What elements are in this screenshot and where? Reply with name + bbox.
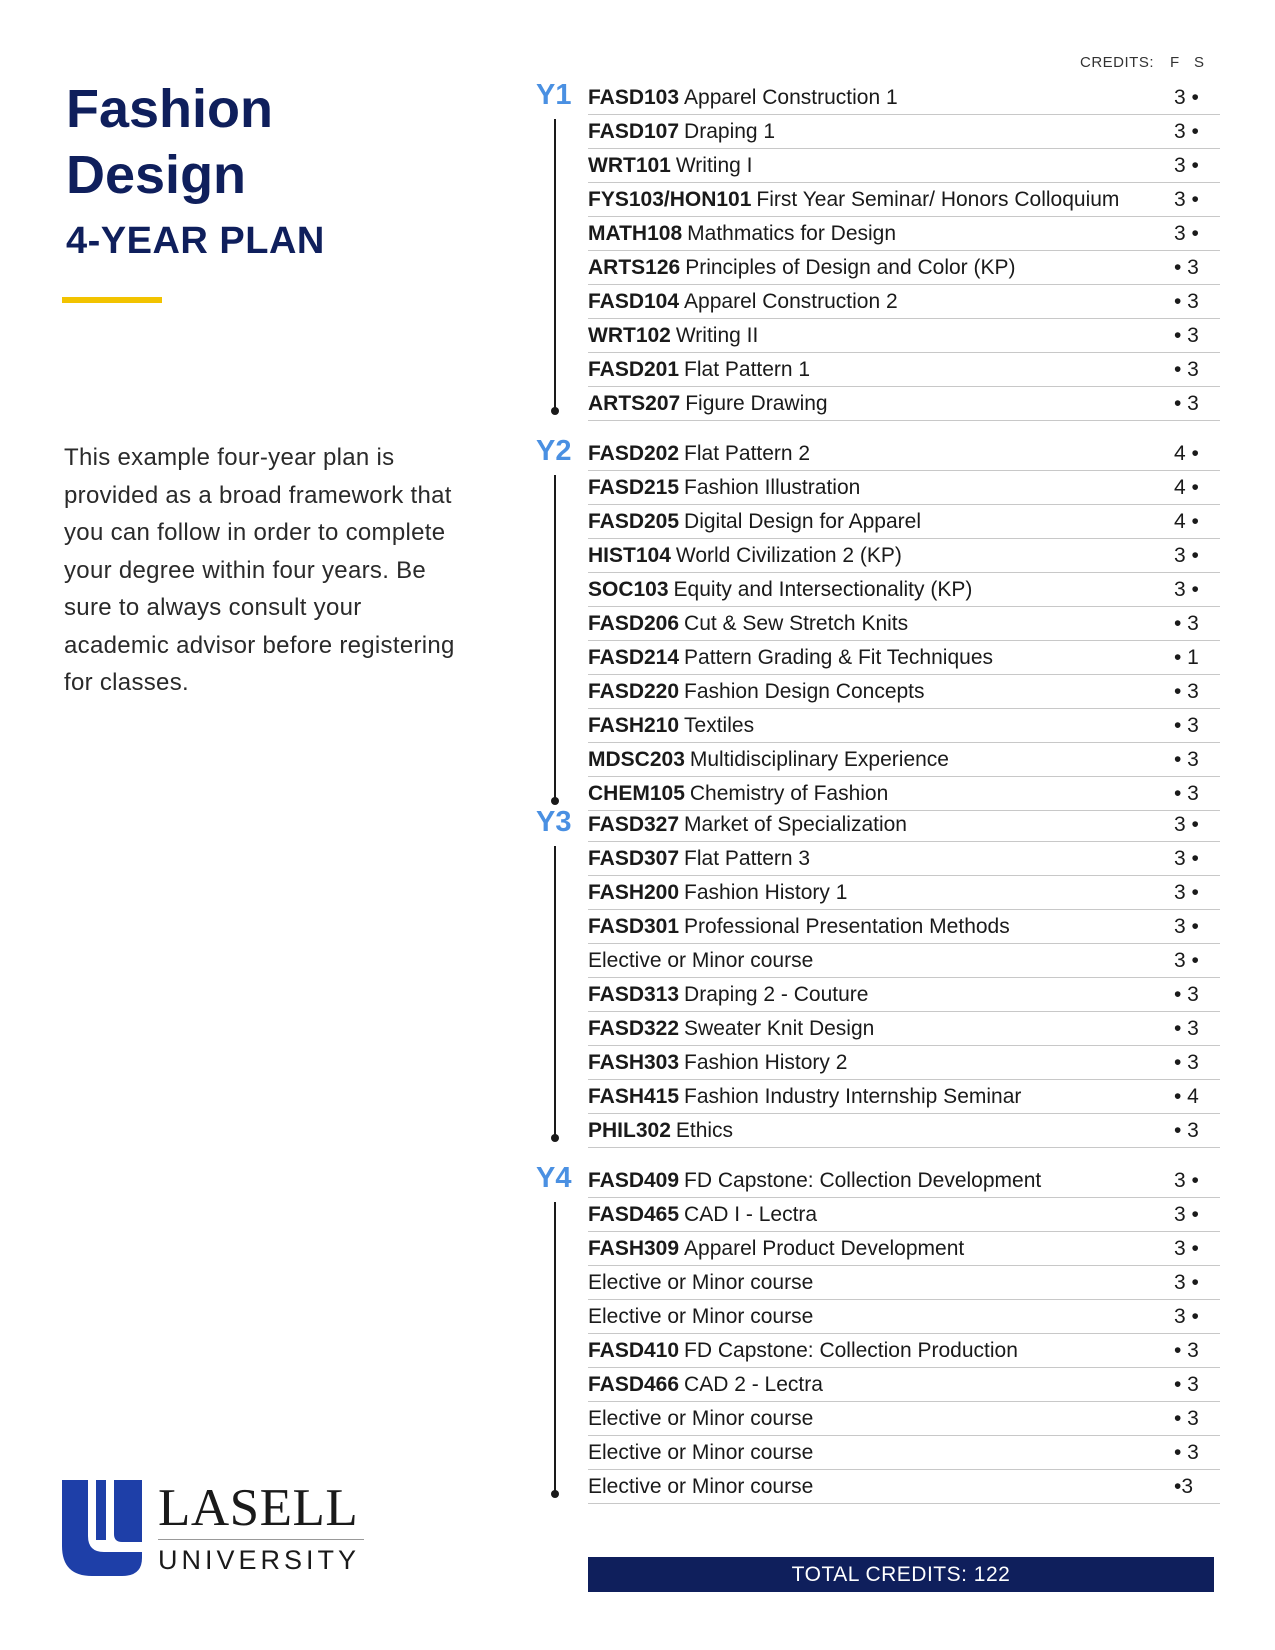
course-credits: • 3 (1174, 1373, 1199, 1396)
course-row (588, 1114, 1220, 1148)
course-name: Apparel Product Development (684, 1237, 965, 1260)
year-timeline (554, 475, 556, 801)
course-credits: • 3 (1174, 983, 1199, 1006)
course-name: FD Capstone: Collection Development (684, 1169, 1042, 1192)
course-code: MDSC203 (588, 748, 685, 771)
course-credits: 3 • (1174, 1305, 1199, 1328)
course-credits: 3 • (1174, 154, 1199, 177)
course-row (588, 1368, 1220, 1402)
course-code: FASD205 (588, 510, 680, 533)
course-code: MATH108 (588, 222, 683, 245)
course-name: Elective or Minor course (588, 1271, 814, 1294)
year-label: Y2 (536, 435, 572, 467)
course-credits: 3 • (1174, 847, 1199, 870)
course-row (588, 1266, 1220, 1300)
course-name: Mathmatics for Design (687, 222, 897, 245)
credits-header-spring: S (1194, 54, 1205, 71)
course-row (588, 81, 1220, 115)
year-timeline (554, 1202, 556, 1494)
page-title: Fashion Design (66, 79, 274, 205)
course-credits: 3 • (1174, 1237, 1199, 1260)
year-label: Y4 (536, 1162, 572, 1194)
course-name: CAD I - Lectra (684, 1203, 818, 1226)
course-row (588, 1164, 1220, 1198)
course-credits: • 3 (1174, 290, 1199, 313)
course-row (588, 1198, 1220, 1232)
year-timeline-end-dot (551, 1134, 559, 1142)
course-credits: • 3 (1174, 748, 1199, 771)
logo-wordmark: LASELL (158, 1479, 359, 1537)
course-credits: 3 • (1174, 949, 1199, 972)
course-name: Elective or Minor course (588, 1441, 814, 1464)
course-row (588, 709, 1220, 743)
course-credits: • 3 (1174, 256, 1199, 279)
course-row (588, 1012, 1220, 1046)
course-credits: 3 • (1174, 881, 1199, 904)
course-name: Digital Design for Apparel (684, 510, 922, 533)
course-row (588, 675, 1220, 709)
course-name: Writing II (675, 324, 759, 347)
course-row (588, 1300, 1220, 1334)
course-name: Elective or Minor course (588, 1407, 814, 1430)
course-code: FASD202 (588, 442, 680, 465)
course-code: SOC103 (588, 578, 669, 601)
course-code: FASD214 (588, 646, 680, 669)
course-credits: 3 • (1174, 544, 1199, 567)
course-credits: 3 • (1174, 188, 1199, 211)
course-code: FASD466 (588, 1373, 680, 1396)
course-credits: 3 • (1174, 578, 1199, 601)
year-label: Y3 (536, 806, 572, 838)
course-row (588, 808, 1220, 842)
course-code: WRT101 (588, 154, 671, 177)
course-credits: 4 • (1174, 510, 1199, 533)
course-credits: • 3 (1174, 358, 1199, 381)
course-credits: 3 • (1174, 86, 1199, 109)
course-code: FASD322 (588, 1017, 680, 1040)
page-subtitle: 4-YEAR PLAN (66, 220, 325, 262)
course-row (588, 471, 1220, 505)
course-row (588, 944, 1220, 978)
course-credits: • 3 (1174, 1017, 1199, 1040)
course-row (588, 641, 1220, 675)
course-list (588, 808, 1220, 1148)
course-code: FASD103 (588, 86, 680, 109)
course-name: Fashion Design Concepts (684, 680, 925, 703)
course-name: Draping 2 - Couture (684, 983, 869, 1006)
accent-divider (62, 297, 162, 303)
course-code: ARTS207 (588, 392, 681, 415)
course-name: Fashion History 2 (684, 1051, 848, 1074)
course-name: FD Capstone: Collection Production (684, 1339, 1018, 1362)
logo-rule (158, 1539, 364, 1540)
course-name: CAD 2 - Lectra (684, 1373, 823, 1396)
course-credits: • 3 (1174, 1051, 1199, 1074)
course-code: FASD409 (588, 1169, 680, 1192)
course-row (588, 539, 1220, 573)
course-credits: 3 • (1174, 1203, 1199, 1226)
course-name: Elective or Minor course (588, 1475, 814, 1498)
lasell-u-icon (62, 1480, 142, 1576)
course-code: FASD220 (588, 680, 680, 703)
course-row (588, 1080, 1220, 1114)
course-row (588, 285, 1220, 319)
course-name: Fashion Illustration (684, 476, 861, 499)
course-credits: 3 • (1174, 915, 1199, 938)
course-row (588, 1470, 1220, 1504)
credits-header-label: CREDITS: (1080, 54, 1155, 71)
course-credits: • 3 (1174, 782, 1199, 805)
year-label: Y1 (536, 79, 572, 111)
course-code: FASD107 (588, 120, 680, 143)
course-code: FASD313 (588, 983, 680, 1006)
course-name: Market of Specialization (684, 813, 907, 836)
year-timeline (554, 119, 556, 411)
course-credits: • 3 (1174, 714, 1199, 737)
course-code: FASD410 (588, 1339, 680, 1362)
year-timeline-end-dot (551, 407, 559, 415)
course-row (588, 437, 1220, 471)
course-row (588, 842, 1220, 876)
course-name: Flat Pattern 1 (684, 358, 811, 381)
course-row (588, 149, 1220, 183)
course-name: Figure Drawing (685, 392, 828, 415)
year-timeline (554, 846, 556, 1138)
course-name: Professional Presentation Methods (684, 915, 1010, 938)
course-name: Chemistry of Fashion (689, 782, 889, 805)
course-name: Elective or Minor course (588, 1305, 814, 1328)
course-credits: 3 • (1174, 222, 1199, 245)
course-name: Multidisciplinary Experience (689, 748, 949, 771)
course-name: Sweater Knit Design (684, 1017, 875, 1040)
course-name: Flat Pattern 3 (684, 847, 811, 870)
course-credits: 3 • (1174, 1271, 1199, 1294)
course-code: FASH309 (588, 1237, 680, 1260)
course-row (588, 978, 1220, 1012)
course-credits: • 3 (1174, 680, 1199, 703)
course-row (588, 353, 1220, 387)
course-credits: • 4 (1174, 1085, 1199, 1108)
course-row (588, 183, 1220, 217)
course-credits: 3 • (1174, 1169, 1199, 1192)
course-credits: 3 • (1174, 120, 1199, 143)
course-code: FASH415 (588, 1085, 680, 1108)
course-row (588, 1402, 1220, 1436)
course-code: WRT102 (588, 324, 671, 347)
course-row (588, 876, 1220, 910)
course-row (588, 777, 1220, 811)
course-code: FASD465 (588, 1203, 680, 1226)
logo-subtitle: UNIVERSITY (158, 1545, 361, 1575)
university-logo (62, 1480, 372, 1580)
course-row (588, 910, 1220, 944)
course-name: Elective or Minor course (588, 949, 814, 972)
course-name: Writing I (675, 154, 753, 177)
course-row (588, 319, 1220, 353)
course-list (588, 1164, 1220, 1504)
course-name: Equity and Intersectionality (KP) (673, 578, 973, 601)
course-name: Ethics (675, 1119, 734, 1142)
course-code: ARTS126 (588, 256, 681, 279)
course-code: FASD206 (588, 612, 680, 635)
year-timeline-end-dot (551, 1490, 559, 1498)
course-credits: • 3 (1174, 392, 1199, 415)
course-row (588, 573, 1220, 607)
course-code: FASD104 (588, 290, 680, 313)
course-row (588, 505, 1220, 539)
course-name: Apparel Construction 1 (684, 86, 898, 109)
course-code: FASD307 (588, 847, 680, 870)
credits-header (1080, 54, 1222, 74)
course-credits: 4 • (1174, 442, 1199, 465)
course-row (588, 1046, 1220, 1080)
course-row (588, 387, 1220, 421)
course-name: Principles of Design and Color (KP) (685, 256, 1016, 279)
course-row (588, 217, 1220, 251)
course-credits: • 3 (1174, 1407, 1199, 1430)
course-name: World Civilization 2 (KP) (675, 544, 902, 567)
course-credits: • 3 (1174, 1339, 1199, 1362)
course-code: FASD215 (588, 476, 680, 499)
course-credits: • 1 (1174, 646, 1199, 669)
course-code: FASD301 (588, 915, 680, 938)
course-name: Textiles (684, 714, 755, 737)
course-name: Cut & Sew Stretch Knits (684, 612, 909, 635)
course-credits: •3 (1174, 1475, 1194, 1498)
course-code: FASH200 (588, 881, 680, 904)
course-credits: • 3 (1174, 612, 1199, 635)
course-code: FASH210 (588, 714, 680, 737)
course-credits: • 3 (1174, 1119, 1199, 1142)
course-row (588, 1232, 1220, 1266)
course-row (588, 115, 1220, 149)
course-name: Pattern Grading & Fit Techniques (684, 646, 993, 669)
course-name: Apparel Construction 2 (684, 290, 898, 313)
course-code: PHIL302 (588, 1119, 671, 1142)
course-row (588, 251, 1220, 285)
course-name: Fashion Industry Internship Seminar (684, 1085, 1022, 1108)
course-name: Fashion History 1 (684, 881, 848, 904)
course-credits: • 3 (1174, 324, 1199, 347)
course-code: FASH303 (588, 1051, 680, 1074)
total-credits-bar: TOTAL CREDITS: 122 (588, 1557, 1214, 1592)
course-credits: 3 • (1174, 813, 1199, 836)
course-name: Flat Pattern 2 (684, 442, 811, 465)
course-row (588, 1436, 1220, 1470)
course-code: FASD327 (588, 813, 680, 836)
course-list (588, 81, 1220, 421)
course-list (588, 437, 1220, 811)
course-name: First Year Seminar/ Honors Colloquium (756, 188, 1120, 211)
course-name: Draping 1 (684, 120, 776, 143)
credits-header-fall: F (1170, 54, 1180, 71)
course-code: HIST104 (588, 544, 671, 567)
course-code: CHEM105 (588, 782, 685, 805)
course-credits: • 3 (1174, 1441, 1199, 1464)
course-code: FYS103/HON101 (588, 188, 752, 211)
course-code: FASD201 (588, 358, 680, 381)
intro-paragraph: This example four-year plan is provided as a broad framework that you can follow in order to complete your degree within four years. Be sure to always consult your academic advisor before registering for classes. (64, 444, 455, 696)
course-credits: 4 • (1174, 476, 1199, 499)
course-row (588, 607, 1220, 641)
course-row (588, 1334, 1220, 1368)
course-row (588, 743, 1220, 777)
